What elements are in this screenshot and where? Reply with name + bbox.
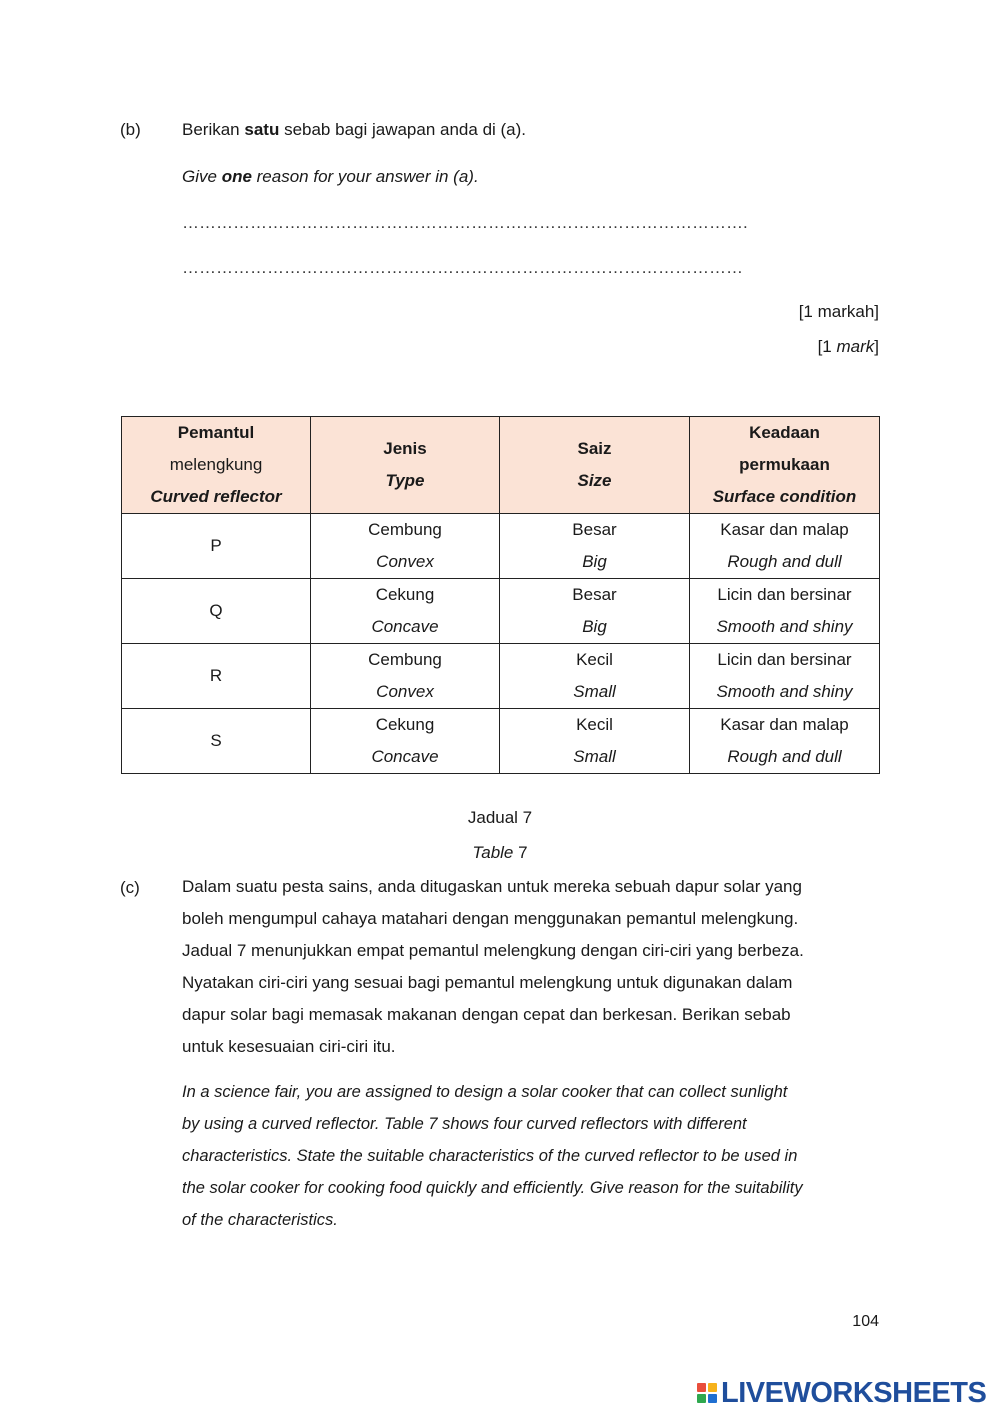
header-curved-reflector-ms-1: Pemantul [177, 423, 255, 442]
surface-en: Rough and dull [727, 552, 842, 571]
header-type-ms: Jenis [383, 439, 427, 458]
marks-malay: [1 markah] [798, 302, 879, 321]
logo-square [697, 1383, 706, 1392]
surface-cell [690, 514, 880, 579]
size-cell [500, 579, 690, 644]
question-b-malay-text: Berikan [182, 120, 245, 139]
surface-ms: Licin dan bersinar [717, 585, 852, 604]
question-c-english-line: by using a curved reflector. Table 7 shows four curved reflectors with different [182, 1115, 747, 1133]
liveworksheets-logo[interactable] [697, 1378, 986, 1408]
question-label-c: (c) [120, 878, 140, 897]
size-en: Big [582, 617, 607, 636]
reflector-label: R [122, 644, 311, 709]
header-size-en: Size [577, 471, 612, 490]
table-caption-english-word: Table [472, 843, 514, 862]
header-size [500, 417, 690, 514]
header-surface-condition [690, 417, 880, 514]
type-en: Convex [376, 552, 434, 571]
type-ms: Cekung [375, 715, 435, 734]
size-en: Small [573, 747, 616, 766]
header-curved-reflector [122, 417, 311, 514]
question-c-malay [182, 871, 882, 1063]
size-ms: Besar [572, 520, 617, 539]
surface-en: Smooth and shiny [716, 617, 853, 636]
surface-cell [690, 644, 880, 709]
wordmark-worksheets: WORKSHEETS [783, 1376, 987, 1409]
type-ms: Cembung [368, 650, 442, 669]
question-b-english [182, 167, 479, 187]
question-b-english-text: Give [182, 167, 222, 186]
question-c-malay-line: Nyatakan ciri-ciri yang sesuai bagi pemantul melengkung untuk digunakan dalam [182, 973, 793, 992]
size-ms: Kecil [576, 650, 613, 669]
answer-line-1[interactable]: ………………………………………………………………………………………. [182, 213, 748, 232]
header-type-en: Type [385, 471, 425, 490]
table-row [122, 579, 880, 644]
logo-square [708, 1383, 717, 1392]
table-header-row [122, 417, 880, 514]
surface-cell [690, 709, 880, 774]
reflector-label: Q [122, 579, 311, 644]
liveworksheets-wordmark [721, 1377, 986, 1410]
table-row [122, 709, 880, 774]
header-type [311, 417, 500, 514]
type-ms: Cembung [368, 520, 442, 539]
page-number: 104 [852, 1313, 879, 1330]
table-7 [121, 416, 880, 774]
surface-en: Rough and dull [727, 747, 842, 766]
type-ms: Cekung [375, 585, 435, 604]
marks-english-suffix: ] [874, 337, 879, 356]
reflector-label: S [122, 709, 311, 774]
question-label-b: (b) [120, 120, 141, 139]
reflector-label: P [122, 514, 311, 579]
table-caption-english-number: 7 [513, 843, 528, 862]
size-cell [500, 644, 690, 709]
size-en: Small [573, 682, 616, 701]
header-curved-reflector-ms-2: melengkung [169, 455, 263, 474]
question-c-malay-line: boleh mengumpul cahaya matahari dengan menggunakan pemantul melengkung. [182, 909, 799, 928]
type-en: Concave [371, 747, 439, 766]
question-c-english-line: the solar cooker for cooking food quickly and efficiently. Give reason for the suitability [182, 1179, 803, 1197]
question-b-english-text-end: reason for your answer in (a). [251, 167, 479, 186]
question-c-english-line: of the characteristics. [182, 1211, 338, 1229]
size-en: Big [582, 552, 607, 571]
header-surface-ms-2: permukaan [739, 455, 830, 474]
logo-square [708, 1394, 717, 1403]
marks-english-word: mark [836, 337, 875, 356]
surface-ms: Kasar dan malap [720, 715, 849, 734]
type-cell [311, 514, 500, 579]
question-c-malay-line: Dalam suatu pesta sains, anda ditugaskan untuk mereka sebuah dapur solar yang [182, 877, 802, 896]
marks-english [818, 337, 879, 357]
header-size-ms: Saiz [577, 439, 612, 458]
question-c-english-line: characteristics. State the suitable characteristics of the curved reflector to be used in [182, 1147, 798, 1165]
table-caption-malay: Jadual 7 [467, 808, 533, 827]
surface-cell [690, 579, 880, 644]
size-cell [500, 709, 690, 774]
size-cell [500, 514, 690, 579]
surface-en: Smooth and shiny [716, 682, 853, 701]
question-c-english-line: In a science fair, you are assigned to design a solar cooker that can collect sunlight [182, 1083, 788, 1101]
marks-english-prefix: [1 [817, 337, 837, 356]
surface-ms: Kasar dan malap [720, 520, 849, 539]
question-b-malay-emphasis: satu [244, 120, 280, 139]
question-c-malay-line: untuk kesesuaian ciri-ciri itu. [182, 1037, 396, 1056]
type-cell [311, 644, 500, 709]
answer-line-2[interactable]: ……………………………………………………………………………………… [182, 258, 743, 277]
wordmark-live: LIVE [721, 1376, 784, 1409]
size-ms: Besar [572, 585, 617, 604]
question-c-malay-line: dapur solar bagi memasak makanan dengan cepat dan berkesan. Berikan sebab [182, 1005, 791, 1024]
question-c-english [182, 1076, 882, 1236]
liveworksheets-mark-icon [697, 1383, 717, 1403]
question-c-malay-line: Jadual 7 menunjukkan empat pemantul melengkung dengan ciri-ciri yang berbeza. [182, 941, 804, 960]
question-b-malay [182, 120, 526, 140]
table-row [122, 514, 880, 579]
table-row [122, 644, 880, 709]
type-en: Convex [376, 682, 434, 701]
type-cell [311, 579, 500, 644]
header-surface-en: Surface condition [712, 487, 857, 506]
header-curved-reflector-en: Curved reflector [150, 487, 282, 506]
logo-square [697, 1394, 706, 1403]
header-surface-ms-1: Keadaan [749, 423, 820, 442]
table-caption-english [0, 843, 1000, 863]
type-cell [311, 709, 500, 774]
question-b-english-emphasis: one [221, 167, 252, 186]
surface-ms: Licin dan bersinar [717, 650, 852, 669]
type-en: Concave [371, 617, 439, 636]
size-ms: Kecil [576, 715, 613, 734]
question-b-malay-text-end: sebab bagi jawapan anda di (a). [279, 120, 527, 139]
